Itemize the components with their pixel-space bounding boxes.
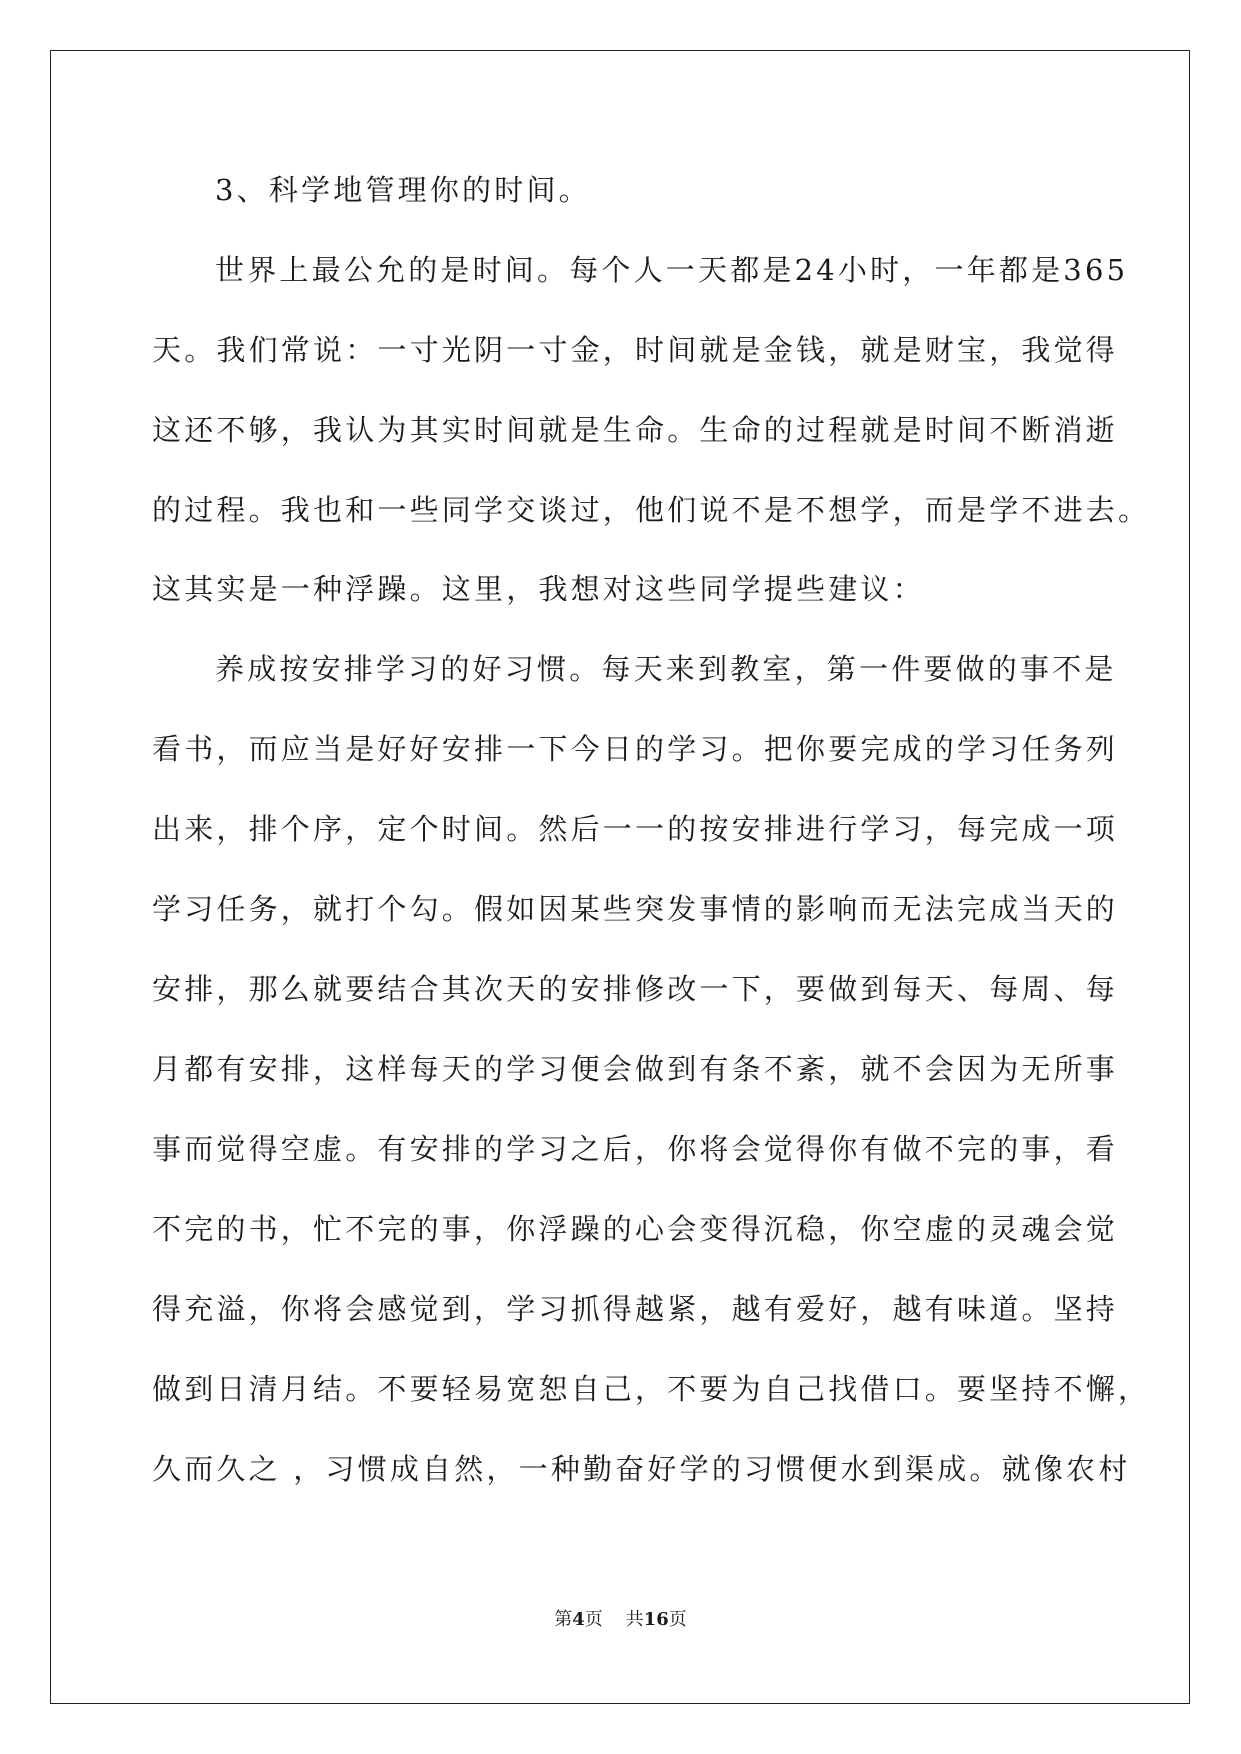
text-line: 学习任务，就打个勾。假如因某些突发事情的影响而无法完成当天的 (152, 892, 1119, 926)
page-number: 4 (572, 1609, 585, 1630)
text-line: 月都有安排，这样每天的学习便会做到有条不紊，就不会因为无所事 (152, 1052, 1119, 1086)
text-line: 久而久之 ，习惯成自然，一种勤奋好学的习惯便水到渠成。就像农村 (152, 1452, 1131, 1486)
total-prefix: 共 (625, 1609, 644, 1630)
text-line: 世界上最公允的是时间。每个人一天都是24小时，一年都是365 (215, 253, 1129, 287)
text-line: 的过程。我也和一些同学交谈过，他们说不是不想学，而是学不进去。 (152, 493, 1151, 527)
text-line: 看书，而应当是好好安排一下今日的学习。把你要完成的学习任务列 (152, 732, 1119, 766)
text-line: 天。我们常说：一寸光阴一寸金，时间就是金钱，就是财宝，我觉得 (152, 333, 1119, 367)
page-prefix: 第 (554, 1609, 573, 1630)
total-pages: 16 (643, 1609, 669, 1630)
page-suffix: 页 (584, 1609, 603, 1630)
total-suffix: 页 (668, 1609, 687, 1630)
text-line: 3、科学地管理你的时间。 (215, 173, 591, 207)
text-line: 安排，那么就要结合其次天的安排修改一下，要做到每天、每周、每 (152, 972, 1119, 1006)
text-line: 不完的书，忙不完的事，你浮躁的心会变得沉稳，你空虚的灵魂会觉 (152, 1212, 1119, 1246)
text-line: 养成按安排学习的好习惯。每天来到教室，第一件要做的事不是 (215, 652, 1117, 686)
text-line: 得充溢，你将会感觉到，学习抓得越紧，越有爱好，越有味道。坚持 (152, 1292, 1119, 1326)
text-line: 事而觉得空虚。有安排的学习之后，你将会觉得你有做不完的事，看 (152, 1132, 1119, 1166)
text-line: 出来，排个序，定个时间。然后一一的按安排进行学习，每完成一项 (152, 812, 1119, 846)
text-line: 做到日清月结。不要轻易宽恕自己，不要为自己找借口。要坚持不懈， (152, 1372, 1151, 1406)
page-footer (0, 1608, 1241, 1632)
text-line: 这其实是一种浮躁。这里，我想对这些同学提些建议： (152, 572, 925, 606)
text-line: 这还不够，我认为其实时间就是生命。生命的过程就是时间不断消逝 (152, 413, 1119, 447)
